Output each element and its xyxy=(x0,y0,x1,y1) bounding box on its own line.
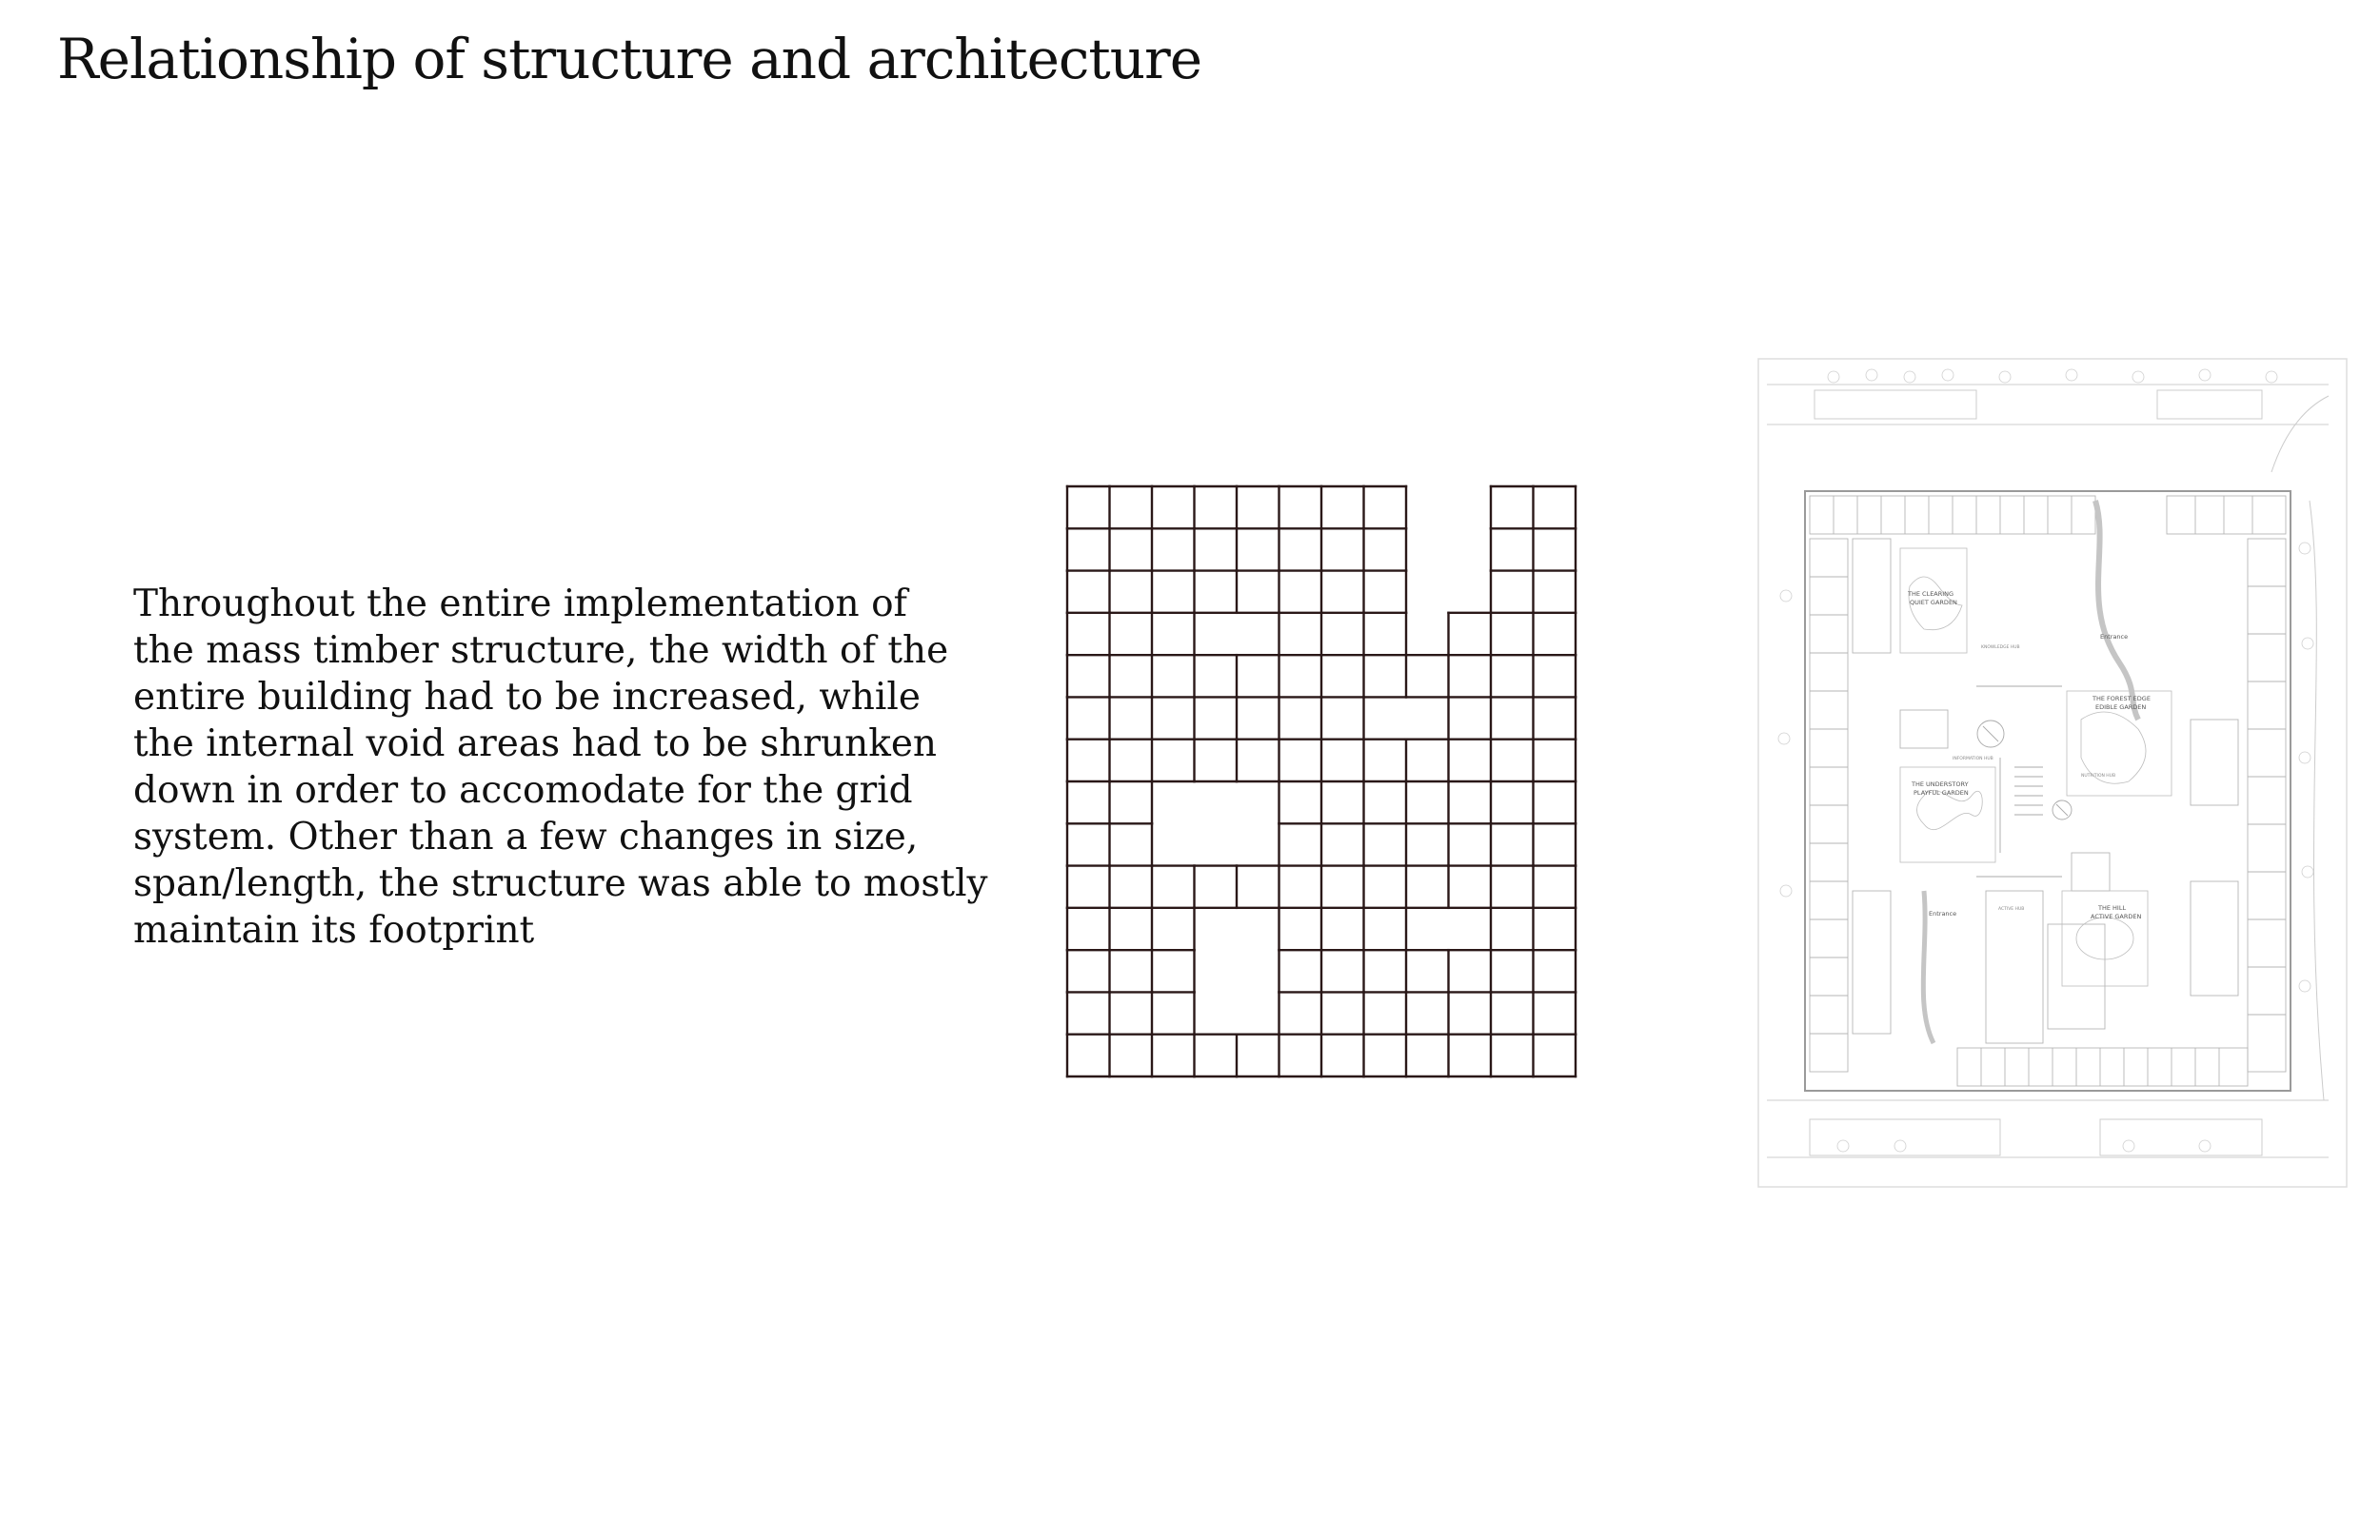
description-text xyxy=(133,581,988,954)
plan-label-forest-edge-sub: EDIBLE GARDEN xyxy=(2095,703,2147,711)
description-line: maintain its footprint xyxy=(133,909,535,952)
plan-label-hill: THE HILL xyxy=(2098,904,2127,912)
description-line: down in order to accomodate for the grid xyxy=(133,769,913,812)
plan-label-forest-edge: THE FOREST EDGE xyxy=(2092,695,2151,702)
plan-label-hub-2: INFORMATION HUB xyxy=(1953,757,1993,761)
description-line: Throughout the entire implementation of xyxy=(133,582,907,625)
description-line: system. Other than a few changes in size, xyxy=(133,816,919,859)
plan-label-hub-1: KNOWLEDGE HUB xyxy=(1981,645,2020,650)
description-line: the internal void areas had to be shrunken xyxy=(133,722,938,765)
plan-label-entrance-east: Entrance xyxy=(2100,633,2129,641)
plan-label-clearing: THE CLEARING xyxy=(1908,590,1954,598)
plan-label-understory-sub: PLAYFUL GARDEN xyxy=(1914,789,1969,797)
courtyard-gardens xyxy=(1900,501,2172,1043)
plan-label-clearing-sub: QUIET GARDEN xyxy=(1910,599,1957,606)
circulation-elements xyxy=(1976,686,2072,877)
description-line: span/length, the structure was able to mostly xyxy=(133,862,988,905)
description-line: the mass timber structure, the width of the xyxy=(133,629,949,672)
plan-label-hub-4: ACTIVE HUB xyxy=(1998,907,2025,912)
plan-label-hill-sub: ACTIVE GARDEN xyxy=(2091,913,2142,920)
plan-label-entrance-west: Entrance xyxy=(1929,910,1957,918)
perimeter-rooms xyxy=(1810,496,2286,1086)
floor-plan-drawing xyxy=(1757,358,2348,1188)
structural-grid-diagram xyxy=(1064,484,1578,1079)
description-line: entire building had to be increased, while xyxy=(133,676,921,719)
plan-label-hub-3: NUTRITION HUB xyxy=(2081,774,2116,779)
plan-label-understory: THE UNDERSTORY xyxy=(1912,780,1969,788)
page-title: Relationship of structure and architecture xyxy=(57,27,1202,91)
site-trees xyxy=(1778,369,2313,1152)
